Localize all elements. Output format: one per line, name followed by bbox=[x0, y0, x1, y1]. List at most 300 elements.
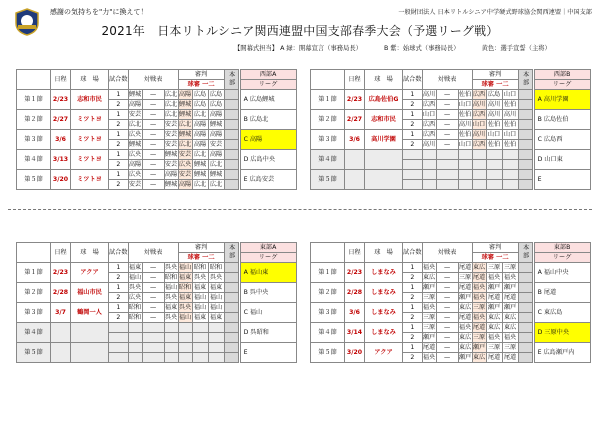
away-team: 安芸 bbox=[164, 121, 178, 128]
group-suffix: リーグ bbox=[240, 80, 296, 90]
home-team: 三原 bbox=[422, 314, 436, 321]
umpire-cell: 福東 bbox=[178, 274, 192, 281]
umpire-cell: 福東 bbox=[209, 314, 223, 321]
away-team: 尾道 bbox=[458, 314, 472, 321]
match-no-header: 試合数 bbox=[403, 70, 423, 90]
honbu-cell bbox=[518, 323, 532, 333]
umpire-cell: 呉央 bbox=[178, 304, 192, 311]
away-team: 鯉城 bbox=[164, 151, 178, 158]
vs-mark: — bbox=[142, 140, 164, 150]
round-venue bbox=[71, 343, 109, 363]
team-cell bbox=[534, 283, 590, 303]
umpire-cell bbox=[502, 180, 518, 190]
honbu-header: 本部 bbox=[518, 70, 532, 90]
umpire-cell: 福東 bbox=[193, 284, 207, 291]
umpire-cell: 高川 bbox=[472, 131, 486, 138]
vs-mark: — bbox=[142, 90, 164, 100]
umpire-cell: 福央 bbox=[503, 334, 517, 341]
home-team: 高川 bbox=[422, 91, 436, 98]
round-date: 2/27 bbox=[51, 110, 71, 130]
home-team bbox=[128, 333, 142, 343]
umpire-cell: 高陽 bbox=[209, 131, 223, 138]
matchup-header: 対戦表 bbox=[422, 70, 472, 90]
umpire-cell: 広央 bbox=[178, 161, 192, 168]
umpire-sub-header: 球審 一二 bbox=[178, 80, 224, 90]
round-venue: しまなみ bbox=[365, 263, 403, 283]
honbu-cell bbox=[518, 263, 532, 273]
vs-mark: — bbox=[436, 100, 458, 110]
umpire-cell: 広北 bbox=[193, 181, 207, 188]
away-team: 佐伯 bbox=[458, 131, 472, 138]
team-letter: A bbox=[243, 269, 248, 276]
umpire-cell: 広北 bbox=[193, 111, 207, 118]
away-team: 安芸 bbox=[164, 131, 178, 138]
game-no: 1 bbox=[109, 283, 129, 293]
umpire-cell: 三原 bbox=[503, 344, 517, 351]
honbu-cell bbox=[224, 120, 238, 130]
game-no bbox=[109, 343, 129, 353]
umpire-cell bbox=[472, 180, 486, 190]
umpire-cell: 高陽 bbox=[209, 151, 223, 158]
ceremony-legend bbox=[234, 43, 551, 52]
game-no: 2 bbox=[109, 313, 129, 323]
round-date: 2/28 bbox=[51, 283, 71, 303]
vs-mark: — bbox=[142, 293, 164, 303]
team-letter: D bbox=[243, 156, 249, 163]
honbu-cell bbox=[224, 343, 238, 353]
team-name: 広島鯉城 bbox=[249, 96, 275, 103]
umpire-cell bbox=[178, 333, 192, 343]
game-no: 2 bbox=[403, 333, 423, 343]
round-venue: 志和市民 bbox=[365, 110, 403, 130]
team-cell bbox=[240, 283, 296, 303]
team-cell bbox=[240, 343, 296, 363]
honbu-header: 本部 bbox=[224, 243, 238, 263]
honbu-cell bbox=[224, 323, 238, 333]
game-no: 1 bbox=[403, 263, 423, 273]
team-cell bbox=[240, 90, 296, 110]
umpire-cell: 佐伯 bbox=[503, 121, 517, 128]
umpire-cell: 佐伯 bbox=[487, 141, 501, 148]
divider bbox=[8, 209, 592, 210]
umpire-cell: 鯉城 bbox=[209, 121, 223, 128]
team-letter: D bbox=[243, 329, 249, 336]
vs-mark: — bbox=[142, 110, 164, 120]
umpire-cell: 鯉城 bbox=[178, 111, 192, 118]
round-label: 第４節 bbox=[17, 150, 51, 170]
vs-mark: — bbox=[436, 353, 458, 363]
vs-mark: — bbox=[436, 343, 458, 353]
game-no bbox=[109, 323, 129, 333]
round-label: 第３節 bbox=[311, 130, 345, 150]
game-no bbox=[403, 160, 423, 170]
umpire-cell: 福山 bbox=[193, 304, 207, 311]
game-no: 1 bbox=[403, 90, 423, 100]
date-header: 日程 bbox=[51, 243, 71, 263]
round-date: 3/20 bbox=[345, 343, 365, 363]
round-date: 2/23 bbox=[51, 263, 71, 283]
honbu-cell bbox=[224, 180, 238, 190]
home-team: 瀬戸 bbox=[422, 284, 436, 291]
umpire-cell: 東広 bbox=[487, 324, 501, 331]
away-team: 呉央 bbox=[164, 294, 178, 301]
umpire-cell: 広西 bbox=[472, 91, 486, 98]
game-no bbox=[109, 353, 129, 363]
team-letter: C bbox=[243, 309, 248, 316]
team-cell bbox=[534, 263, 590, 283]
honbu-cell bbox=[224, 303, 238, 313]
vs-mark: — bbox=[436, 140, 458, 150]
away-team: 山口 bbox=[458, 141, 472, 148]
away-team: 尾道 bbox=[458, 284, 472, 291]
game-no: 1 bbox=[109, 263, 129, 273]
umpire-cell: 広北 bbox=[178, 141, 192, 148]
team-name: 広島佐伯 bbox=[543, 116, 569, 123]
group-title: 東部A bbox=[240, 243, 296, 253]
umpire-cell: 安芸 bbox=[178, 171, 192, 178]
team-name: 高陽 bbox=[249, 136, 263, 143]
vs-mark: — bbox=[142, 180, 164, 190]
umpire-cell: 広西 bbox=[472, 141, 486, 148]
venue-header: 球 場 bbox=[71, 243, 109, 263]
team-cell bbox=[534, 130, 590, 150]
umpire-header: 審判 bbox=[178, 243, 224, 253]
home-team: 福央 bbox=[422, 264, 436, 271]
umpire-cell: 広北 bbox=[193, 151, 207, 158]
umpire-cell: 三原 bbox=[472, 304, 486, 311]
team-name: 三原中央 bbox=[544, 329, 570, 336]
round-date: 2/23 bbox=[345, 90, 365, 110]
umpire-cell: 高陽 bbox=[193, 121, 207, 128]
round-venue: アクア bbox=[71, 263, 109, 283]
team-cell bbox=[240, 150, 296, 170]
vs-mark: — bbox=[142, 130, 164, 140]
home-team: 安芸 bbox=[128, 181, 142, 188]
team-cell bbox=[534, 343, 590, 363]
group-suffix: リーグ bbox=[534, 80, 590, 90]
umpire-cell bbox=[208, 333, 224, 343]
team-cell bbox=[534, 110, 590, 130]
umpire-cell: 鯉城 bbox=[178, 131, 192, 138]
umpire-cell: 尾道 bbox=[487, 354, 501, 361]
away-team: 三原 bbox=[458, 274, 472, 281]
away-team bbox=[458, 150, 472, 160]
round-venue: ミツトヨ bbox=[71, 130, 109, 150]
team-name: 尾道 bbox=[543, 289, 557, 296]
team-name: 福山東 bbox=[249, 269, 269, 276]
away-team bbox=[458, 170, 472, 180]
umpire-cell: 呉央 bbox=[209, 274, 223, 281]
vs-mark: — bbox=[436, 110, 458, 120]
round-venue: 広島佐伯G bbox=[365, 90, 403, 110]
vs-mark: — bbox=[436, 303, 458, 313]
away-team bbox=[164, 323, 178, 333]
match-no-header: 試合数 bbox=[109, 243, 129, 263]
umpire-cell: 福山 bbox=[209, 294, 223, 301]
round-label: 第４節 bbox=[311, 323, 345, 343]
game-no: 1 bbox=[109, 303, 129, 313]
date-header: 日程 bbox=[51, 70, 71, 90]
venue-header: 球 場 bbox=[365, 70, 403, 90]
umpire-sub-header: 球審 一二 bbox=[472, 253, 518, 263]
round-venue: 鶴岡一人 bbox=[71, 303, 109, 323]
game-no: 1 bbox=[403, 343, 423, 353]
umpire-cell: 福央 bbox=[472, 284, 486, 291]
vs-mark: — bbox=[142, 120, 164, 130]
matchup-header: 対戦表 bbox=[128, 243, 178, 263]
honbu-cell bbox=[224, 313, 238, 323]
team-name: 呉昭和 bbox=[250, 329, 269, 336]
team-name: 広島中央 bbox=[250, 156, 276, 163]
away-team: 佐伯 bbox=[458, 91, 472, 98]
team-name: 広島瀬戸内 bbox=[543, 349, 575, 356]
vs-mark: — bbox=[142, 150, 164, 160]
umpire-cell: 瀬戸 bbox=[487, 284, 501, 291]
motto-text: 感謝の気持ちを"力"に換えて！ bbox=[50, 8, 148, 16]
round-label: 第３節 bbox=[311, 303, 345, 323]
legend-b: B 紫：始球式（事務局長） bbox=[383, 45, 460, 52]
home-team: 安芸 bbox=[128, 111, 142, 118]
game-no: 1 bbox=[109, 170, 129, 180]
home-team: 高陽 bbox=[128, 101, 142, 108]
vs-mark bbox=[436, 180, 458, 190]
game-no: 1 bbox=[403, 283, 423, 293]
vs-mark bbox=[142, 333, 164, 343]
umpire-cell: 高川 bbox=[472, 101, 486, 108]
honbu-cell bbox=[518, 293, 532, 303]
umpire-cell: 瀬戸 bbox=[472, 344, 486, 351]
team-cell bbox=[240, 170, 296, 190]
umpire-cell: 高川 bbox=[487, 101, 501, 108]
league-block-0 bbox=[16, 69, 297, 190]
league-block-3 bbox=[310, 242, 591, 363]
away-team bbox=[164, 353, 178, 363]
umpire-cell: 高陽 bbox=[209, 111, 223, 118]
umpire-cell bbox=[208, 323, 224, 333]
round-label: 第３節 bbox=[17, 130, 51, 150]
round-label: 第３節 bbox=[17, 303, 51, 323]
umpire-cell: 尾道 bbox=[503, 294, 517, 301]
honbu-header: 本部 bbox=[224, 70, 238, 90]
honbu-cell bbox=[224, 283, 238, 293]
umpire-cell: 福山 bbox=[209, 304, 223, 311]
team-letter: E bbox=[243, 176, 248, 183]
team-name: 高川学園 bbox=[543, 96, 569, 103]
round-header bbox=[311, 70, 345, 90]
team-name: 福山中央 bbox=[543, 269, 569, 276]
round-header bbox=[17, 243, 51, 263]
game-no: 2 bbox=[109, 140, 129, 150]
umpire-cell: 福央 bbox=[472, 314, 486, 321]
game-no: 2 bbox=[403, 353, 423, 363]
game-no: 2 bbox=[109, 160, 129, 170]
round-venue: 福山市民 bbox=[71, 283, 109, 303]
umpire-cell: 瀬戸 bbox=[503, 284, 517, 291]
away-team: 尾道 bbox=[458, 264, 472, 271]
vs-mark bbox=[436, 170, 458, 180]
legend-yellow: 黄色：選手宣誓（主将） bbox=[481, 45, 551, 52]
team-letter: B bbox=[243, 116, 248, 123]
round-venue: しまなみ bbox=[365, 303, 403, 323]
home-team: 高川 bbox=[422, 141, 436, 148]
game-no: 1 bbox=[109, 110, 129, 120]
umpire-cell bbox=[486, 160, 502, 170]
date-header: 日程 bbox=[345, 243, 365, 263]
away-team bbox=[458, 160, 472, 170]
home-team: 広央 bbox=[128, 294, 142, 301]
round-date bbox=[51, 343, 71, 363]
team-name: 広島北 bbox=[249, 116, 269, 123]
home-team: 広央 bbox=[128, 131, 142, 138]
umpire-cell: 三原 bbox=[472, 334, 486, 341]
vs-mark bbox=[436, 150, 458, 160]
honbu-cell bbox=[224, 90, 238, 100]
umpire-cell: 福山 bbox=[178, 264, 192, 271]
home-team: 鯉城 bbox=[128, 141, 142, 148]
away-team: 広北 bbox=[164, 91, 178, 98]
vs-mark: — bbox=[142, 170, 164, 180]
round-date bbox=[51, 323, 71, 343]
home-team bbox=[422, 180, 436, 190]
umpire-cell: 瀬戸 bbox=[503, 304, 517, 311]
round-label: 第２節 bbox=[17, 283, 51, 303]
vs-mark: — bbox=[142, 273, 164, 283]
home-team: 福央 bbox=[422, 354, 436, 361]
team-cell bbox=[240, 303, 296, 323]
game-no: 2 bbox=[109, 273, 129, 283]
vs-mark: — bbox=[142, 303, 164, 313]
vs-mark: — bbox=[436, 273, 458, 283]
round-label: 第２節 bbox=[17, 110, 51, 130]
team-letter: B bbox=[243, 289, 248, 296]
honbu-cell bbox=[518, 333, 532, 343]
away-team: 高陽 bbox=[164, 171, 178, 178]
vs-mark: — bbox=[142, 313, 164, 323]
honbu-cell bbox=[518, 110, 532, 120]
umpire-cell: 広島 bbox=[193, 101, 207, 108]
umpire-cell: 東広 bbox=[503, 324, 517, 331]
umpire-cell: 東広 bbox=[472, 264, 486, 271]
umpire-cell bbox=[208, 353, 224, 363]
umpire-cell bbox=[208, 343, 224, 353]
honbu-cell bbox=[224, 140, 238, 150]
umpire-cell: 高川 bbox=[503, 111, 517, 118]
away-team: 東広 bbox=[458, 334, 472, 341]
umpire-cell: 山口 bbox=[472, 121, 486, 128]
team-letter: D bbox=[537, 329, 543, 336]
umpire-cell bbox=[192, 353, 208, 363]
team-name: 広島安芸 bbox=[249, 176, 275, 183]
away-team bbox=[164, 333, 178, 343]
game-no: 2 bbox=[403, 140, 423, 150]
honbu-cell bbox=[518, 150, 532, 160]
umpire-cell: 広島 bbox=[193, 91, 207, 98]
honbu-cell bbox=[224, 160, 238, 170]
home-team: 広西 bbox=[422, 121, 436, 128]
vs-mark bbox=[142, 323, 164, 333]
away-team: 昭和 bbox=[164, 274, 178, 281]
game-no: 1 bbox=[403, 130, 423, 140]
umpire-cell: 鯉城 bbox=[193, 161, 207, 168]
team-cell bbox=[534, 323, 590, 343]
umpire-cell: 東広 bbox=[503, 314, 517, 321]
round-date: 2/27 bbox=[345, 110, 365, 130]
umpire-cell bbox=[486, 150, 502, 160]
round-date bbox=[345, 170, 365, 190]
away-team: 安芸 bbox=[164, 141, 178, 148]
team-name: 東広島 bbox=[543, 309, 563, 316]
team-letter: D bbox=[537, 156, 543, 163]
umpire-cell: 高陽 bbox=[193, 131, 207, 138]
team-cell bbox=[240, 263, 296, 283]
umpire-cell: 高陽 bbox=[178, 181, 192, 188]
home-team: 三原 bbox=[422, 324, 436, 331]
team-cell bbox=[534, 90, 590, 110]
vs-mark: — bbox=[142, 100, 164, 110]
umpire-cell: 福東 bbox=[193, 314, 207, 321]
game-no bbox=[403, 180, 423, 190]
team-cell bbox=[240, 323, 296, 343]
vs-mark: — bbox=[142, 283, 164, 293]
home-team: 山口 bbox=[422, 111, 436, 118]
honbu-cell bbox=[518, 303, 532, 313]
team-letter: C bbox=[243, 136, 248, 143]
umpire-cell bbox=[502, 160, 518, 170]
vs-mark: — bbox=[142, 263, 164, 273]
umpire-sub-header: 球審 一二 bbox=[178, 253, 224, 263]
umpire-cell bbox=[486, 170, 502, 180]
umpire-cell bbox=[178, 323, 192, 333]
umpire-cell: 安芸 bbox=[178, 151, 192, 158]
away-team: 広北 bbox=[164, 101, 178, 108]
honbu-cell bbox=[518, 160, 532, 170]
vs-mark: — bbox=[436, 293, 458, 303]
umpire-cell: 福東 bbox=[209, 284, 223, 291]
umpire-cell: 福山 bbox=[193, 294, 207, 301]
umpire-cell: 広北 bbox=[209, 161, 223, 168]
away-team: 東広 bbox=[458, 304, 472, 311]
home-team: 福山 bbox=[128, 274, 142, 281]
round-date: 2/23 bbox=[345, 263, 365, 283]
home-team: 福央 bbox=[422, 304, 436, 311]
honbu-cell bbox=[518, 90, 532, 100]
vs-mark: — bbox=[436, 263, 458, 273]
vs-mark: — bbox=[436, 283, 458, 293]
round-venue: 高川学園 bbox=[365, 130, 403, 150]
vs-mark: — bbox=[436, 90, 458, 100]
umpire-cell: 高陽 bbox=[193, 141, 207, 148]
league-block-1 bbox=[310, 69, 591, 190]
away-team: 安芸 bbox=[164, 161, 178, 168]
umpire-cell bbox=[472, 150, 486, 160]
round-date: 3/6 bbox=[345, 303, 365, 323]
round-header bbox=[17, 70, 51, 90]
honbu-cell bbox=[518, 100, 532, 110]
honbu-cell bbox=[224, 353, 238, 363]
umpire-cell: 高川 bbox=[487, 111, 501, 118]
honbu-cell bbox=[518, 273, 532, 283]
game-no: 1 bbox=[403, 323, 423, 333]
umpire-cell bbox=[472, 170, 486, 180]
away-team bbox=[164, 343, 178, 353]
vs-mark: — bbox=[436, 313, 458, 323]
venue-header: 球 場 bbox=[71, 70, 109, 90]
round-venue: 志和市民 bbox=[71, 90, 109, 110]
home-team bbox=[422, 170, 436, 180]
away-team: 瀬戸 bbox=[458, 354, 472, 361]
home-team: 東広 bbox=[422, 274, 436, 281]
vs-mark bbox=[142, 353, 164, 363]
